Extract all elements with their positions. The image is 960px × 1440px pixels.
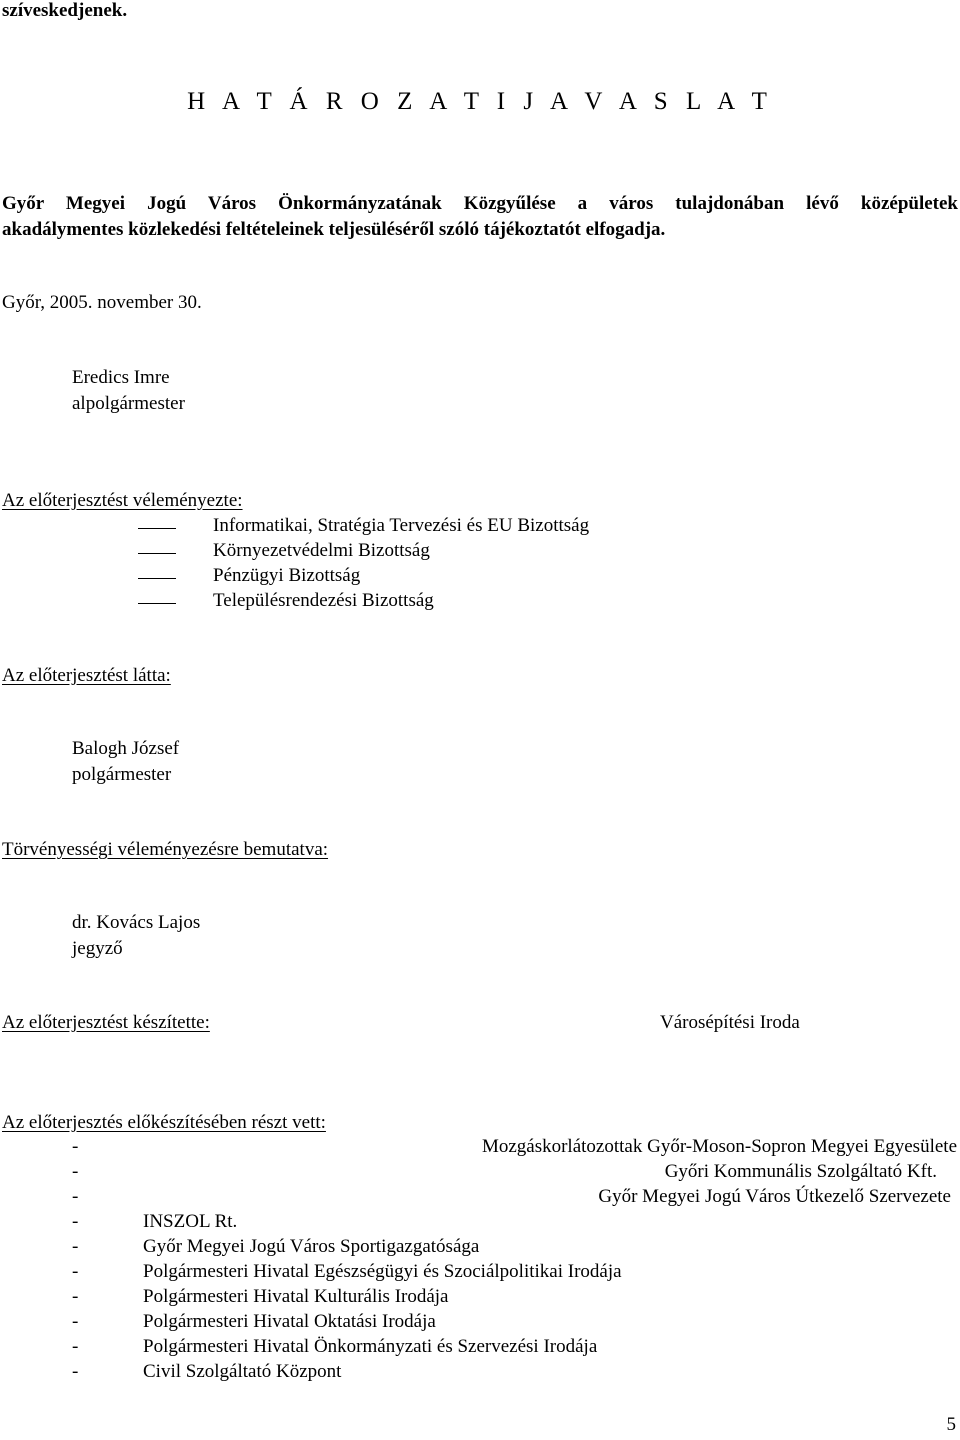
participant-bullet-2: - bbox=[72, 1161, 79, 1182]
participant-bullet-3: - bbox=[72, 1186, 79, 1207]
participant-item-10: Civil Szolgáltató Központ bbox=[143, 1361, 342, 1382]
signer1-name: Eredics Imre bbox=[72, 367, 170, 388]
participant-item-9: Polgármesteri Hivatal Önkormányzati és Szervezési Irodája bbox=[143, 1336, 598, 1357]
participant-bullet-8: - bbox=[72, 1311, 79, 1332]
participant-bullet-10: - bbox=[72, 1361, 79, 1382]
decision-line-1: Győr Megyei Jogú Város Önkormányzatának Közgyűlése a város tulajdonában lévő középületek bbox=[2, 193, 958, 214]
signer2-role: polgármester bbox=[72, 764, 172, 785]
participant-item-1: Mozgáskorlátozottak Győr-Moson-Sopron Megyei Egyesülete bbox=[481, 1136, 957, 1157]
document-date: Győr, 2005. november 30. bbox=[2, 292, 202, 313]
decision-line-2: akadálymentes közlekedési feltételeinek teljesüléséről szóló tájékoztatót elfogadja. bbox=[2, 219, 666, 240]
dash-bullet-1 bbox=[138, 528, 176, 529]
participant-item-7: Polgármesteri Hivatal Kulturális Irodája bbox=[143, 1286, 449, 1307]
dash-bullet-4 bbox=[138, 603, 176, 604]
prepared-label: Az előterjesztést készítette: bbox=[2, 1012, 210, 1033]
seen-label: Az előterjesztést látta: bbox=[2, 665, 171, 686]
signer3-role: jegyző bbox=[72, 938, 123, 959]
page-number: 5 bbox=[946, 1414, 956, 1435]
reviewed-label: Az előterjesztést véleményezte: bbox=[2, 490, 243, 511]
reviewer-item-2: Környezetvédelmi Bizottság bbox=[213, 540, 430, 561]
signer1-role: alpolgármester bbox=[72, 393, 185, 414]
participant-bullet-6: - bbox=[72, 1261, 79, 1282]
participant-item-3: Győr Megyei Jogú Város Útkezelő Szervezete bbox=[598, 1186, 951, 1207]
reviewer-item-4: Településrendezési Bizottság bbox=[213, 590, 434, 611]
decision-text bbox=[2, 191, 958, 243]
participant-item-2: Győri Kommunális Szolgáltató Kft. bbox=[664, 1161, 937, 1182]
participant-item-8: Polgármesteri Hivatal Oktatási Irodája bbox=[143, 1311, 436, 1332]
signer2-name: Balogh József bbox=[72, 738, 180, 759]
document-title: H A T Á R O Z A T I J A V A S L A T bbox=[187, 88, 773, 115]
legal-label: Törvényességi véleményezésre bemutatva: bbox=[2, 839, 329, 860]
participant-item-5: Győr Megyei Jogú Város Sportigazgatósága bbox=[143, 1236, 480, 1257]
dash-bullet-3 bbox=[138, 578, 176, 579]
participant-bullet-1: - bbox=[72, 1136, 79, 1157]
participant-bullet-9: - bbox=[72, 1336, 79, 1357]
intro-fragment: szíveskedjenek. bbox=[2, 0, 128, 21]
reviewer-item-3: Pénzügyi Bizottság bbox=[213, 565, 361, 586]
signer3-name: dr. Kovács Lajos bbox=[72, 912, 201, 933]
participant-bullet-4: - bbox=[72, 1211, 79, 1232]
participants-label: Az előterjesztés előkészítésében részt vett: bbox=[2, 1112, 326, 1133]
dash-bullet-2 bbox=[138, 553, 176, 554]
prepared-value: Városépítési Iroda bbox=[660, 1012, 800, 1033]
participant-bullet-7: - bbox=[72, 1286, 79, 1307]
participant-item-4: INSZOL Rt. bbox=[143, 1211, 238, 1232]
participant-bullet-5: - bbox=[72, 1236, 79, 1257]
participant-item-6: Polgármesteri Hivatal Egészségügyi és Szociálpolitikai Irodája bbox=[143, 1261, 622, 1282]
reviewer-item-1: Informatikai, Stratégia Tervezési és EU Bizottság bbox=[213, 515, 590, 536]
